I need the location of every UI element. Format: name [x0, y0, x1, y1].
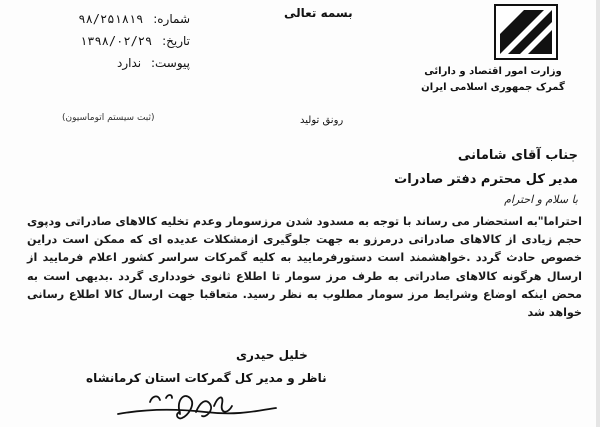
letter-attachment-row: [40, 52, 190, 74]
automation-system-note: (ثبت سیستم اتوماسیون): [62, 113, 155, 123]
organization-name: [408, 64, 578, 96]
letter-metadata: [40, 8, 190, 74]
handwritten-signature-icon: [110, 388, 280, 426]
letter-date-row: [40, 30, 190, 52]
header-slogan: رونق تولید: [300, 115, 344, 126]
letter-attachment-value: ندارد: [117, 56, 142, 70]
letter-date-label: تاریخ:: [162, 34, 190, 48]
letter-body: احتراما"به استحضار می رساند با توجه به مسدود شدن مرزسومار وعدم تخلیه کالاهای صادراتی ودپوی حجم زیادی از کالاهای صادراتی درمرزو به جهت جلوگیری ازمشکلات عدیده ای که ممکن است دراین خصوص حادث گردد .خواهشمند است دستورفرمایید به کلیه گمرکات سراسر کشور اعلام فرمایید از ارسال هرگونه کالاهای صادراتی به طرف مرز سومار تا اطلاع ثانوی خودداری گردد .بدیهی است به محض اینکه اوضاع وشرایط مرز سومار مطلوب به نظر رسید. متعاقبا جهت ارسال کالا اطلاع رسانی خواهد شد: [27, 215, 582, 320]
greeting-handwritten: با سلام و احترام: [504, 193, 578, 206]
organization-line-ministry: وزارت امور اقتصاد و دارائی: [424, 66, 562, 77]
page-edge-shadow: [596, 0, 600, 427]
bismillah-heading: بسمه تعالی: [284, 6, 353, 20]
signatory-name: خلیل حیدری: [236, 348, 308, 362]
recipient-block: [318, 144, 578, 192]
customs-logo-icon: [494, 4, 558, 60]
recipient-title: مدیر کل محترم دفتر صادرات: [394, 172, 578, 187]
letter-number-value: ۹۸/۲۵۱۸۱۹: [78, 12, 144, 26]
organization-line-customs: گمرک جمهوری اسلامی ایران: [421, 82, 565, 93]
letter-attachment-label: پیوست:: [150, 56, 190, 70]
letter-date-value: ۱۳۹۸/۰۲/۲۹: [80, 34, 153, 48]
letter-number-row: [40, 8, 190, 30]
letter-number-label: شماره:: [153, 12, 190, 26]
recipient-name: جناب آقای شامانی: [457, 148, 578, 163]
signatory-title: ناظر و مدیر کل گمرکات استان کرمانشاه: [86, 371, 327, 385]
